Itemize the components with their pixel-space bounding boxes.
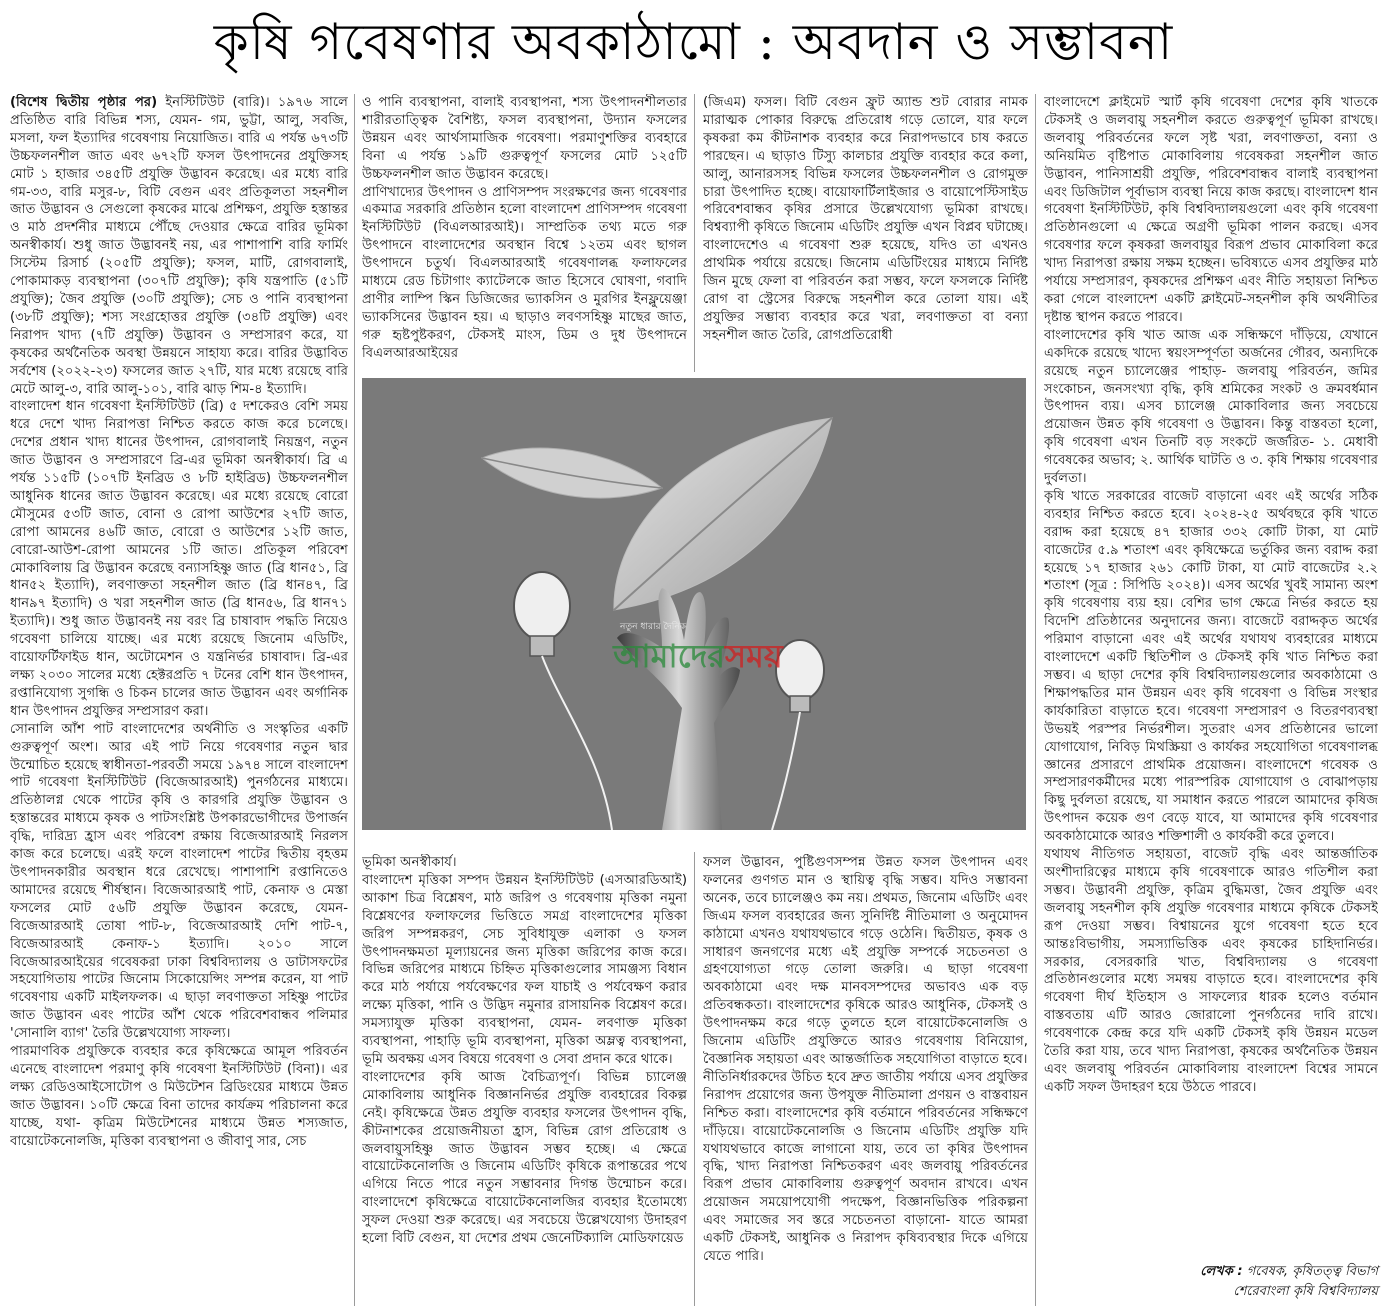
newspaper-watermark <box>518 636 878 676</box>
paragraph: যথাযথ নীতিগত সহায়তা, বাজেট বৃদ্ধি এবং আন্তর্জাতিক অংশীদারিত্বের মাধ্যমে কৃষি গবেষণাকে আরও গতিশীল করা সম্ভব। উদ্ভাবনী প্রযুক্তি, কৃত্রিম বুদ্ধিমত্তা, জৈব প্রযুক্তি এবং জলবায়ু সহনশীল কৃষি প্রযুক্তি গবেষণার মাধ্যমে কৃষিকে টেকসই রূপ দেওয়া সম্ভব। বিশ্বায়নের যুগে গবেষণা হতে হবে আন্তঃবিভাগীয়, সমস্যাভিত্তিক এবং কৃষকের চাহিদানির্ভর। সরকার, বেসরকারি খাত, বিশ্ববিদ্যালয় ও গবেষণা প্রতিষ্ঠানগুলোর মধ্যে সমন্বয় বাড়াতে হবে। বাংলাদেশের কৃষি গবেষণা দীর্ঘ ইতিহাস ও সাফল্যের ধারক হলেও বর্তমান বাস্তবতায় এটি আরও জোরালো পুনর্গঠনের দাবি রাখে। গবেষণাকে কেন্দ্র করে যদি একটি টেকসই কৃষি উন্নয়ন মডেল তৈরি করা যায়, তবে খাদ্য নিরাপত্তা, কৃষকের অর্থনৈতিক উন্নয়ন এবং জলবায়ু পরিবর্তন মোকাবিলায় বাংলাদেশ বিশ্বের সামনে একটি সফল উদাহরণ হয়ে উঠতে পারবে। <box>1044 847 1378 1095</box>
column-divider <box>694 94 695 372</box>
article-headline: কৃষি গবেষণার অবকাঠামো : অবদান ও সম্ভাবনা <box>213 13 1174 71</box>
byline-label: লেখক : <box>1200 1264 1243 1279</box>
author-byline <box>1044 1262 1378 1306</box>
watermark-accent-text: সময় <box>724 637 783 675</box>
paragraph: বাংলাদেশের কৃষি খাত আজ এক সন্ধিক্ষণে দাঁড়িয়ে, যেখানে একদিকে রয়েছে খাদ্যে স্বয়ংসম্পূর্ণতা অর্জনের গৌরব, অন্যদিকে রয়েছে নতুন চ্যালেঞ্জের পাহাড়- জলবায়ু পরিবর্তন, জমির সংকোচন, জনসংখ্যা বৃদ্ধি, কৃষি শ্রমিকের সংকট ও ক্রমবর্ধমান উৎপাদন ব্যয়। এসব চ্যালেঞ্জ মোকাবিলার জন্য সবচেয়ে প্রয়োজন উন্নত কৃষি গবেষণা ও উদ্ভাবন। কিন্তু বাস্তবতা হলো, কৃষি গবেষণা এখন তিনটি বড় সংকটে জর্জরিত- ১. মেধাবী গবেষকের অভাব; ২. আর্থিক ঘাটতি ও ৩. কৃষি শিক্ষায় গবেষণার দুর্বলতা। <box>1044 327 1378 487</box>
article-column-1 <box>10 94 348 1306</box>
paragraph: বাংলাদেশে ক্লাইমেট স্মার্ট কৃষি গবেষণা দেশের কৃষি খাতকে টেকসই ও জলবায়ু সহনশীল করতে গুরুত্বপূর্ণ ভূমিকা রাখছে। জলবায়ু পরিবর্তনের ফলে সৃষ্ট খরা, লবণাক্ততা, বন্যা ও অনিয়মিত বৃষ্টিপাত মোকাবিলায় গবেষকরা সহনশীল জাত উদ্ভাবন, পানিসাশ্রয়ী প্রযুক্তি, পরিবেশবান্ধব বালাই ব্যবস্থাপনা এবং ডিজিটাল পূর্বাভাস ব্যবস্থা নিয়ে কাজ করছে। বাংলাদেশ ধান গবেষণা ইনস্টিটিউট, কৃষি বিশ্ববিদ্যালয়গুলো এবং কৃষি গবেষণা প্রতিষ্ঠানগুলো এ ক্ষেত্রে অগ্রণী ভূমিকা পালন করছে। এসব গবেষণার ফলে কৃষকরা জলবায়ুর বিরূপ প্রভাব মোকাবিলা করে খাদ্য নিরাপত্তা রক্ষায় সক্ষম হচ্ছেন। ভবিষ্যতে এসব প্রযুক্তির মাঠ পর্যায়ে সম্প্রসারণ, কৃষকদের প্রশিক্ষণ এবং নীতি সহায়তা নিশ্চিত করা গেলে বাংলাদেশ একটি ক্লাইমেট-সহনশীল কৃষি অর্থনীতির দৃষ্টান্ত স্থাপন করতে পারবে। <box>1044 95 1378 325</box>
paragraph: ফসল উদ্ভাবন, পুষ্টিগুণসম্পন্ন উন্নত ফসল উৎপাদন এবং ফলনের গুণগত মান ও স্থায়িত্ব বৃদ্ধি সম্ভব। যদিও সম্ভাবনা অনেক, তবে চ্যালেঞ্জও কম নয়। প্রথমত, জিনোম এডিটিং এবং জিএম ফসল ব্যবহারের জন্য সুনির্দিষ্ট নীতিমালা ও অনুমোদন কাঠামো এখনও যথাযথভাবে গড়ে ওঠেনি। দ্বিতীয়ত, কৃষক ও সাধারণ জনগণের মধ্যে এই প্রযুক্তি সম্পর্কে সচেতনতা ও গ্রহণযোগ্যতা গড়ে তোলা জরুরি। এ ছাড়া গবেষণা অবকাঠামো এবং দক্ষ মানবসম্পদের অভাবও এক বড় প্রতিবন্ধকতা। বাংলাদেশের কৃষিকে আরও আধুনিক, টেকসই ও উৎপাদনক্ষম করে গড়ে তুলতে হলে বায়োটেকনোলজি ও জিনোম এডিটিং প্রযুক্তিতে আরও গবেষণায় বিনিয়োগ, বৈজ্ঞানিক সহায়তা এবং আন্তর্জাতিক সহযোগিতা বাড়াতে হবে। <box>703 855 1028 1067</box>
paragraph: ও পানি ব্যবস্থাপনা, বালাই ব্যবস্থাপনা, শস্য উৎপাদনশীলতার শারীরতাত্ত্বিক বৈশিষ্ট্য, ফসল ব্যবস্থাপনা, উদ্যান ফসলের উন্নয়ন এবং আর্থসামাজিক গবেষণা। পরমাণুশক্তির ব্যবহারে বিনা এ পর্যন্ত ১৯টি গুরুত্বপূর্ণ ফসলের মোট ১২৫টি উচ্চফলনশীল জাত উদ্ভাবন করেছে। <box>362 95 687 182</box>
author-institution: শেরেবাংলা কৃষি বিশ্ববিদ্যালয় <box>1233 1284 1378 1299</box>
leaf-icon <box>482 448 662 498</box>
light-bulb-icon <box>514 572 612 830</box>
paragraph: ভূমিকা অনস্বীকার্য। <box>362 855 457 870</box>
continuation-marker: (বিশেষ দ্বিতীয় পৃষ্ঠার পর) <box>10 95 158 110</box>
leaf-icon <box>614 418 832 610</box>
article-column-2-bottom <box>362 854 687 1306</box>
paragraph: পারমাণবিক প্রযুক্তিকে ব্যবহার করে কৃষিক্ষেত্রে আমূল পরিবর্তন এনেছে বাংলাদেশ পরমাণু কৃষি গবেষণা ইনস্টিটিউট (বিনা)। এর লক্ষ্য রেডিওআইসোটোপ ও মিউটেশন ব্রিডিংয়ের মাধ্যমে উন্নত জাত উদ্ভাবন। ১০টি ক্ষেত্রে বিনা তাদের কার্যক্রম পরিচালনা করে যাচ্ছে, যথা- কৃত্রিম মিউটেশনের মাধ্যমে উন্নত শস্যজাত, বায়োটেকনোলজি, মৃত্তিকা ব্যবস্থাপনা ও জীবাণু সার, সেচ <box>10 1044 348 1149</box>
paragraph: প্রাণিখাদ্যের উৎপাদন ও প্রাণিসম্পদ সংরক্ষণের জন্য গবেষণার একমাত্র সরকারি প্রতিষ্ঠান হলো বাংলাদেশ প্রাণিসম্পদ গবেষণা ইনস্টিটিউট (বিএলআরআই)। সাম্প্রতিক তথ্য মতে গরু উৎপাদনে বাংলাদেশের অবস্থান বিশ্বে ১২তম এবং ছাগল উৎপাদনে চতুর্থ। বিএলআরআই গবেষণালব্ধ ফলাফলের মাধ্যমে রেড চিটাগাং ক্যাটেলকে জাত হিসেবে ঘোষণা, গবাদি প্রাণীর লাম্পি স্কিন ডিজিজের ভ্যাকসিন ও মুরগির ইনফ্লুয়েঞ্জা ভ্যাকসিনের উদ্ভাবন হয়। এ ছাড়াও লবণসহিষ্ণু মাছের জাত, গরু হৃষ্টপুষ্টকরণ, টেকসই মাংস, ডিম ও দুধ উৎপাদনে বিএলআরআইয়ের <box>362 184 687 361</box>
paragraph: কৃষি খাতে সরকারের বাজেট বাড়ানো এবং এই অর্থের সঠিক ব্যবহার নিশ্চিত করতে হবে। ২০২৪-২৫ অর্থবছরে কৃষি খাতে বরাদ্দ করা হয়েছে ৪৭ হাজার ৩৩২ কোটি টাকা, যা মোট বাজেটের ৫.৯ শতাংশ এবং কৃষিক্ষেত্রে ভর্তুকির জন্য বরাদ্দ করা হয়েছে ১৭ হাজার ২৬১ কোটি টাকা, যা মোট বাজেটের ২.২ শতাংশ (সূত্র : সিপিডি ২০২৪)। এসব অর্থের খুবই সামান্য অংশ কৃষি গবেষণায় ব্যয় হয়। বেশির ভাগ ক্ষেত্রে নির্ভর করতে হয় বিদেশি প্রতিষ্ঠানের অনুদানের জন্য। বাজেটে বরাদ্দকৃত অর্থের পরিমাণ বাড়ানো এবং এই অর্থের যথাযথ ব্যবহারের মাধ্যমে বাংলাদেশে একটি স্থিতিশীল ও টেকসই কৃষি খাত নিশ্চিত করা সম্ভব। এ ছাড়া দেশের কৃষি বিশ্ববিদ্যালয়গুলোর অবকাঠামো ও শিক্ষাপদ্ধতির মান উন্নয়ন এবং কৃষি গবেষণা ও বিভিন্ন সংস্থার কার্যকারিতা বাড়াতে হবে। গবেষণা সম্প্রসারণ ও বিতরণব্যবস্থা উভয়ই পরস্পর নির্ভরশীল। সুতরাং এসব প্রতিষ্ঠানের ভালো যোগাযোগ, নিবিড় মিথস্ক্রিয়া ও কার্যকর সহযোগিতা গবেষণালব্ধ জ্ঞানের প্রসারণে প্রাথমিক প্রয়োজন। বাংলাদেশে গবেষক ও সম্প্রসারণকর্মীদের মধ্যে পারস্পরিক যোগাযোগ ও বোঝাপড়ায় কিছু দুর্বলতা রয়েছে, যা সমাধান করতে পারলে আমাদের কৃষিজ উৎপাদন কয়েক গুণ বেড়ে যাবে, যা আমাদের কৃষি গবেষণার অবকাঠামোকে আরও শক্তিশালী ও কার্যকরী করে তুলবে। <box>1044 488 1378 845</box>
column-divider <box>354 94 355 1306</box>
paragraph: নীতিনির্ধারকদের উচিত হবে দ্রুত জাতীয় পর্যায়ে এসব প্রযুক্তির নিরাপদ প্রয়োগের জন্য উপযুক্ত নীতিমালা প্রণয়ন ও বাস্তবায়ন নিশ্চিত করা। বাংলাদেশের কৃষি বর্তমানে পরিবর্তনের সন্ধিক্ষণে দাঁড়িয়ে। বায়োটেকনোলজি ও জিনোম এডিটিং প্রযুক্তি যদি যথাযথভাবে কাজে লাগানো যায়, তবে তা কৃষির উৎপাদন বৃদ্ধি, খাদ্য নিরাপত্তা নিশ্চিতকরণ এবং জলবায়ু পরিবর্তনের বিরূপ প্রভাব মোকাবিলায় গুরুত্বপূর্ণ অবদান রাখবে। এখন প্রয়োজন সময়োপযোগী পদক্ষেপ, বিজ্ঞানভিত্তিক পরিকল্পনা এবং সমাজের সব স্তরে সচেতনতা বাড়ানো- যাতে আমরা একটি টেকসই, আধুনিক ও নিরাপদ কৃষিব্যবস্থার দিকে এগিয়ে যেতে পারি। <box>703 1069 1028 1264</box>
author-role: গবেষক, কৃষিতত্ত্ব বিভাগ <box>1246 1264 1378 1279</box>
column-divider <box>694 852 695 1306</box>
paragraph: বাংলাদেশের কৃষি আজ বৈচিত্র্যপূর্ণ। বিভিন্ন চ্যালেঞ্জ মোকাবিলায় আধুনিক বিজ্ঞাননির্ভর প্রযুক্তি ব্যবহারের বিকল্প নেই। কৃষিক্ষেত্রে উন্নত প্রযুক্তি ব্যবহার ফসলের উৎপাদন বৃদ্ধি, কীটনাশকের প্রয়োজনীয়তা হ্রাস, বিভিন্ন রোগ প্রতিরোধ ও জলবায়ুসহিষ্ণু জাত উদ্ভাবন সম্ভব হচ্ছে। এ ক্ষেত্রে বায়োটেকনোলজি ও জিনোম এডিটিং কৃষিকে রূপান্তরের পথে এগিয়ে নিতে পারে নতুন সম্ভাবনার দিগন্ত উন্মোচন করে। বাংলাদেশে কৃষিক্ষেত্রে বায়োটেকনোলজির ব্যবহার ইতোমধ্যে সুফল দেওয়া শুরু করেছে। এর সবচেয়ে উল্লেখযোগ্য উদাহরণ হলো বিটি বেগুন, যা দেশের প্রথম জেনেটিক্যালি মোডিফায়েড <box>362 1069 687 1247</box>
article-column-3-bottom <box>703 854 1028 1306</box>
paragraph: বাংলাদেশ ধান গবেষণা ইনস্টিটিউট (ব্রি) ৫ দশকেরও বেশি সময় ধরে দেশে খাদ্য নিরাপত্তা নিশ্চিত করতে কাজ করে চলেছে। দেশের প্রধান খাদ্য ধানের উৎপাদন, রোগবালাই নিয়ন্ত্রণ, নতুন জাত উদ্ভাবন ও সম্প্রসারণে ব্রি-এর ভূমিকা অনস্বীকার্য। ব্রি এ পর্যন্ত ১১৫টি (১০৭টি ইনব্রিড ও ৮টি হাইব্রিড) উচ্চফলনশীল আধুনিক ধানের জাত উদ্ভাবন করেছে। এর মধ্যে রয়েছে বোরো মৌসুমের ৫৩টি জাত, বোনা ও রোপা আউশের ২৭টি জাত, রোপা আমনের ৪৬টি জাত, বোরো ও আউশের ১২টি জাত, বোরো-আউশ-রোপা আমনের ১টি জাত। প্রতিকূল পরিবেশ মোকাবিলায় ব্রি উদ্ভাবন করেছে বন্যাসহিষ্ণু জাত (ব্রি ধান৫১, ব্রি ধান৫২ ইত্যাদি), লবণাক্ততা সহনশীল জাত (ব্রি ধান৪৭, ব্রি ধান৯৭ ইত্যাদি) ও খরা সহনশীল জাত (ব্রি ধান৫৬, ব্রি ধান৭১ ইত্যাদি)। শুধু জাত উদ্ভাবনই নয় বরং ব্রি চাষাবাদ পদ্ধতি নিয়েও গবেষণা চালিয়ে যাচ্ছে। এর মধ্যে রয়েছে জিনোম এডিটিং, বায়োফর্টিফাইড ধান, অটোমেশন ও যন্ত্রনির্ভর চাষাবাদ। ব্রি-এর লক্ষ্য ২০৩০ সালের মধ্যে হেক্টরপ্রতি ৭ টনের বেশি ধান উৎপাদন, রপ্তানিযোগ্য সুগন্ধি ও চিকন চালের জাত উদ্ভাবন এবং অর্গানিক ধান উৎপাদন প্রযুক্তির সম্প্রসারণ করা। <box>10 399 348 719</box>
photo-illustration <box>362 378 1026 830</box>
article-photo <box>362 378 1026 830</box>
article-column-2-top <box>362 94 687 370</box>
article-column-4 <box>1044 94 1378 1254</box>
paragraph <box>10 94 348 398</box>
watermark-text: আমাদের <box>613 637 725 675</box>
column-divider <box>1035 94 1036 1306</box>
paragraph: সোনালি আঁশ পাট বাংলাদেশের অর্থনীতি ও সংস্কৃতির একটি গুরুত্বপূর্ণ অংশ। আর এই পাট নিয়ে গবেষণার নতুন দ্বার উন্মোচিত হয়েছে স্বাধীনতা-পরবর্তী সময়ে ১৯৭৪ সালে বাংলাদেশ পাট গবেষণা ইনস্টিটিউট (বিজেআরআই) পুনর্গঠনের মাধ্যমে। প্রতিষ্ঠালগ্ন থেকে পাটের কৃষি ও কারগরি প্রযুক্তি উদ্ভাবন ও হস্তান্তরের মাধ্যমে কৃষক ও পাটসংশ্লিষ্ট উপকারভোগীদের উপার্জন বৃদ্ধি, দারিদ্র্য হ্রাস এবং পরিবেশ রক্ষায় বিজেআরআই নিরলস কাজ করে চলেছে। এরই ফলে বাংলাদেশ পাটের দ্বিতীয় বৃহত্তম উৎপাদনকারীর অবস্থান ধরে রেখেছে। পাশাপাশি রপ্তানিতেও আমাদের রয়েছে শীর্ষস্থান। বিজেআরআই পাট, কেনাফ ও মেস্তা ফসলের মোট ৫৬টি প্রযুক্তি উদ্ভাবন করেছে, যেমন- বিজেআরআই তোষা পাট-৮, বিজেআরআই দেশি পাট-৭, বিজেআরআই কেনাফ-১ ইত্যাদি। ২০১০ সালে বিজেআরআইয়ের গবেষকরা ঢাকা বিশ্ববিদ্যালয় ও ডাটাসফটের সহযোগিতায় পাটের জিনোম সিকোয়েন্সিং সম্পন্ন করেন, যা পাট গবেষণায় একটি মাইলফলক। এ ছাড়া লবণাক্ততা সহিষ্ণু পাটের জাত উদ্ভাবন এবং পাটের আঁশ থেকে পরিবেশবান্ধব পলিমার 'সোনালি ব্যাগ' তৈরি উল্লেখযোগ্য সাফল্য। <box>10 721 348 1042</box>
paragraph: (জিএম) ফসল। বিটি বেগুন ফ্রুট অ্যান্ড শুট বোরার নামক মারাত্মক পোকার বিরুদ্ধে প্রতিরোধ গড়ে তোলে, যার ফলে কৃষকরা কম কীটনাশক ব্যবহার করে নিরাপদভাবে চাষ করতে পারছেন। এ ছাড়াও টিস্যু কালচার প্রযুক্তি ব্যবহার করে কলা, আলু, আনারসসহ বিভিন্ন ফসলের উচ্চফলনশীল ও রোগমুক্ত চারা উৎপাদিত হচ্ছে। বায়োফার্টিলাইজার ও বায়োপেস্টিসাইড পরিবেশবান্ধব কৃষির প্রসারে উল্লেখযোগ্য ভূমিকা রাখছে। বিশ্বব্যাপী কৃষিতে জিনোম এডিটিং প্রযুক্তি এখন বিপ্লব ঘটাচ্ছে। বাংলাদেশেও এ গবেষণা শুরু হয়েছে, যদিও তা এখনও প্রাথমিক পর্যায়ে রয়েছে। জিনোম এডিটিংয়ের মাধ্যমে নির্দিষ্ট জিন মুছে ফেলা বা পরিবর্তন করা সম্ভব, ফলে ফসলকে নির্দিষ্ট রোগ বা স্ট্রেসের বিরুদ্ধে সহনশীল করে তোলা যায়। এই প্রযুক্তির সম্ভাব্য ব্যবহার করে খরা, লবণাক্ততা বা বন্যা সহনশীল জাত তৈরি, রোগপ্রতিরোধী <box>703 95 1028 343</box>
paragraph-text: ইনস্টিটিউট (বারি)। ১৯৭৬ সালে প্রতিষ্ঠিত বারি বিভিন্ন শস্য, যেমন- গম, ভুট্টা, আলু, সবজি, মসলা, ফল ইত্যাদির গবেষণায় নিয়োজিত। বারি এ পর্যন্ত ৬৭৩টি উচ্চফলনশীল জাত এবং ৬৭২টি ফসল উৎপাদনের প্রযুক্তিসহ মোট ১ হাজার ৩৪৫টি প্রযুক্তি উদ্ভাবন করেছে। এর মধ্যে বারি গম-৩৩, বারি মসুর-৮, বিটি বেগুন এবং প্রতিকূলতা সহনশীল জাত উদ্ভাবন ও সেগুলো কৃষকের মাঝে প্রশিক্ষণ, প্রযুক্তি হস্তান্তর ও মাঠ প্রদর্শনীর মাধ্যমে পৌঁছে দেওয়ার ক্ষেত্রে বারির ভূমিকা অনস্বীকার্য। শুধু জাত উদ্ভাবনই নয়, এর পাশাপাশি বারি ফার্মিং সিস্টেম রিসার্চ (২০৫টি প্রযুক্তি); ফসল, মাটি, রোগবালাই, পোকামাকড় ব্যবস্থাপনা (৩০৭টি প্রযুক্তি); কৃষি যন্ত্রপাতি (৫১টি প্রযুক্তি); জৈব প্রযুক্তি (৩০টি প্রযুক্তি); সেচ ও পানি ব্যবস্থাপনা (৩৮টি প্রযুক্তি); শস্য সংগ্রহোত্তর প্রযুক্তি (৩৪টি প্রযুক্তি) এবং নিরাপদ খাদ্য (৭টি প্রযুক্তি) উদ্ভাবন ও সম্প্রসারণ করে, যা কৃষকের অর্থনৈতিক অবস্থা উন্নয়নে সাহায্য করে। বারির উদ্ভাবিত সর্বশেষ (২০২২-২৩) ফসলের জাত ২৭টি, যার মধ্যে রয়েছে বারি মেটে আলু-৩, বারি আলু-১০১, বারি ঝাড় শিম-৪ ইত্যাদি। <box>10 95 348 397</box>
watermark-tagline: নতুন ধারার দৈনিক <box>620 622 686 632</box>
article-column-3-top <box>703 94 1028 370</box>
paragraph: বাংলাদেশ মৃত্তিকা সম্পদ উন্নয়ন ইনস্টিটিউট (এসআরডিআই) আকাশ চিত্র বিশ্লেষণ, মাঠ জরিপ ও গবেষণায় মৃত্তিকা নমুনা বিশ্লেষণের ফলাফলের ভিত্তিতে সমগ্র বাংলাদেশের মৃত্তিকা জরিপ সম্পন্নকরণ, সেচ সুবিধাযুক্ত এলাকা ও ফসল উৎপাদনক্ষমতা মূল্যায়নের জন্য মৃত্তিকা জরিপের কাজ করে। বিভিন্ন জরিপের মাধ্যমে চিহ্নিত মৃত্তিকাগুলোর সামঞ্জস্য বিধান করে মাঠ পর্যায়ে পর্যবেক্ষণের ফল যাচাই ও পর্যবেক্ষণ করার লক্ষ্যে মৃত্তিকা, পানি ও উদ্ভিদ নমুনার রাসায়নিক বিশ্লেষণ করে। সমস্যাযুক্ত মৃত্তিকা ব্যবস্থাপনা, যেমন- লবণাক্ত মৃত্তিকা ব্যবস্থাপনা, পাহাড়ি ভূমি ব্যবস্থাপনা, মৃত্তিকা অম্লত্ব ব্যবস্থাপনা, ভূমি অবক্ষয় এসব বিষয়ে গবেষণা ও সেবা প্রদান করে থাকে। <box>362 872 687 1067</box>
